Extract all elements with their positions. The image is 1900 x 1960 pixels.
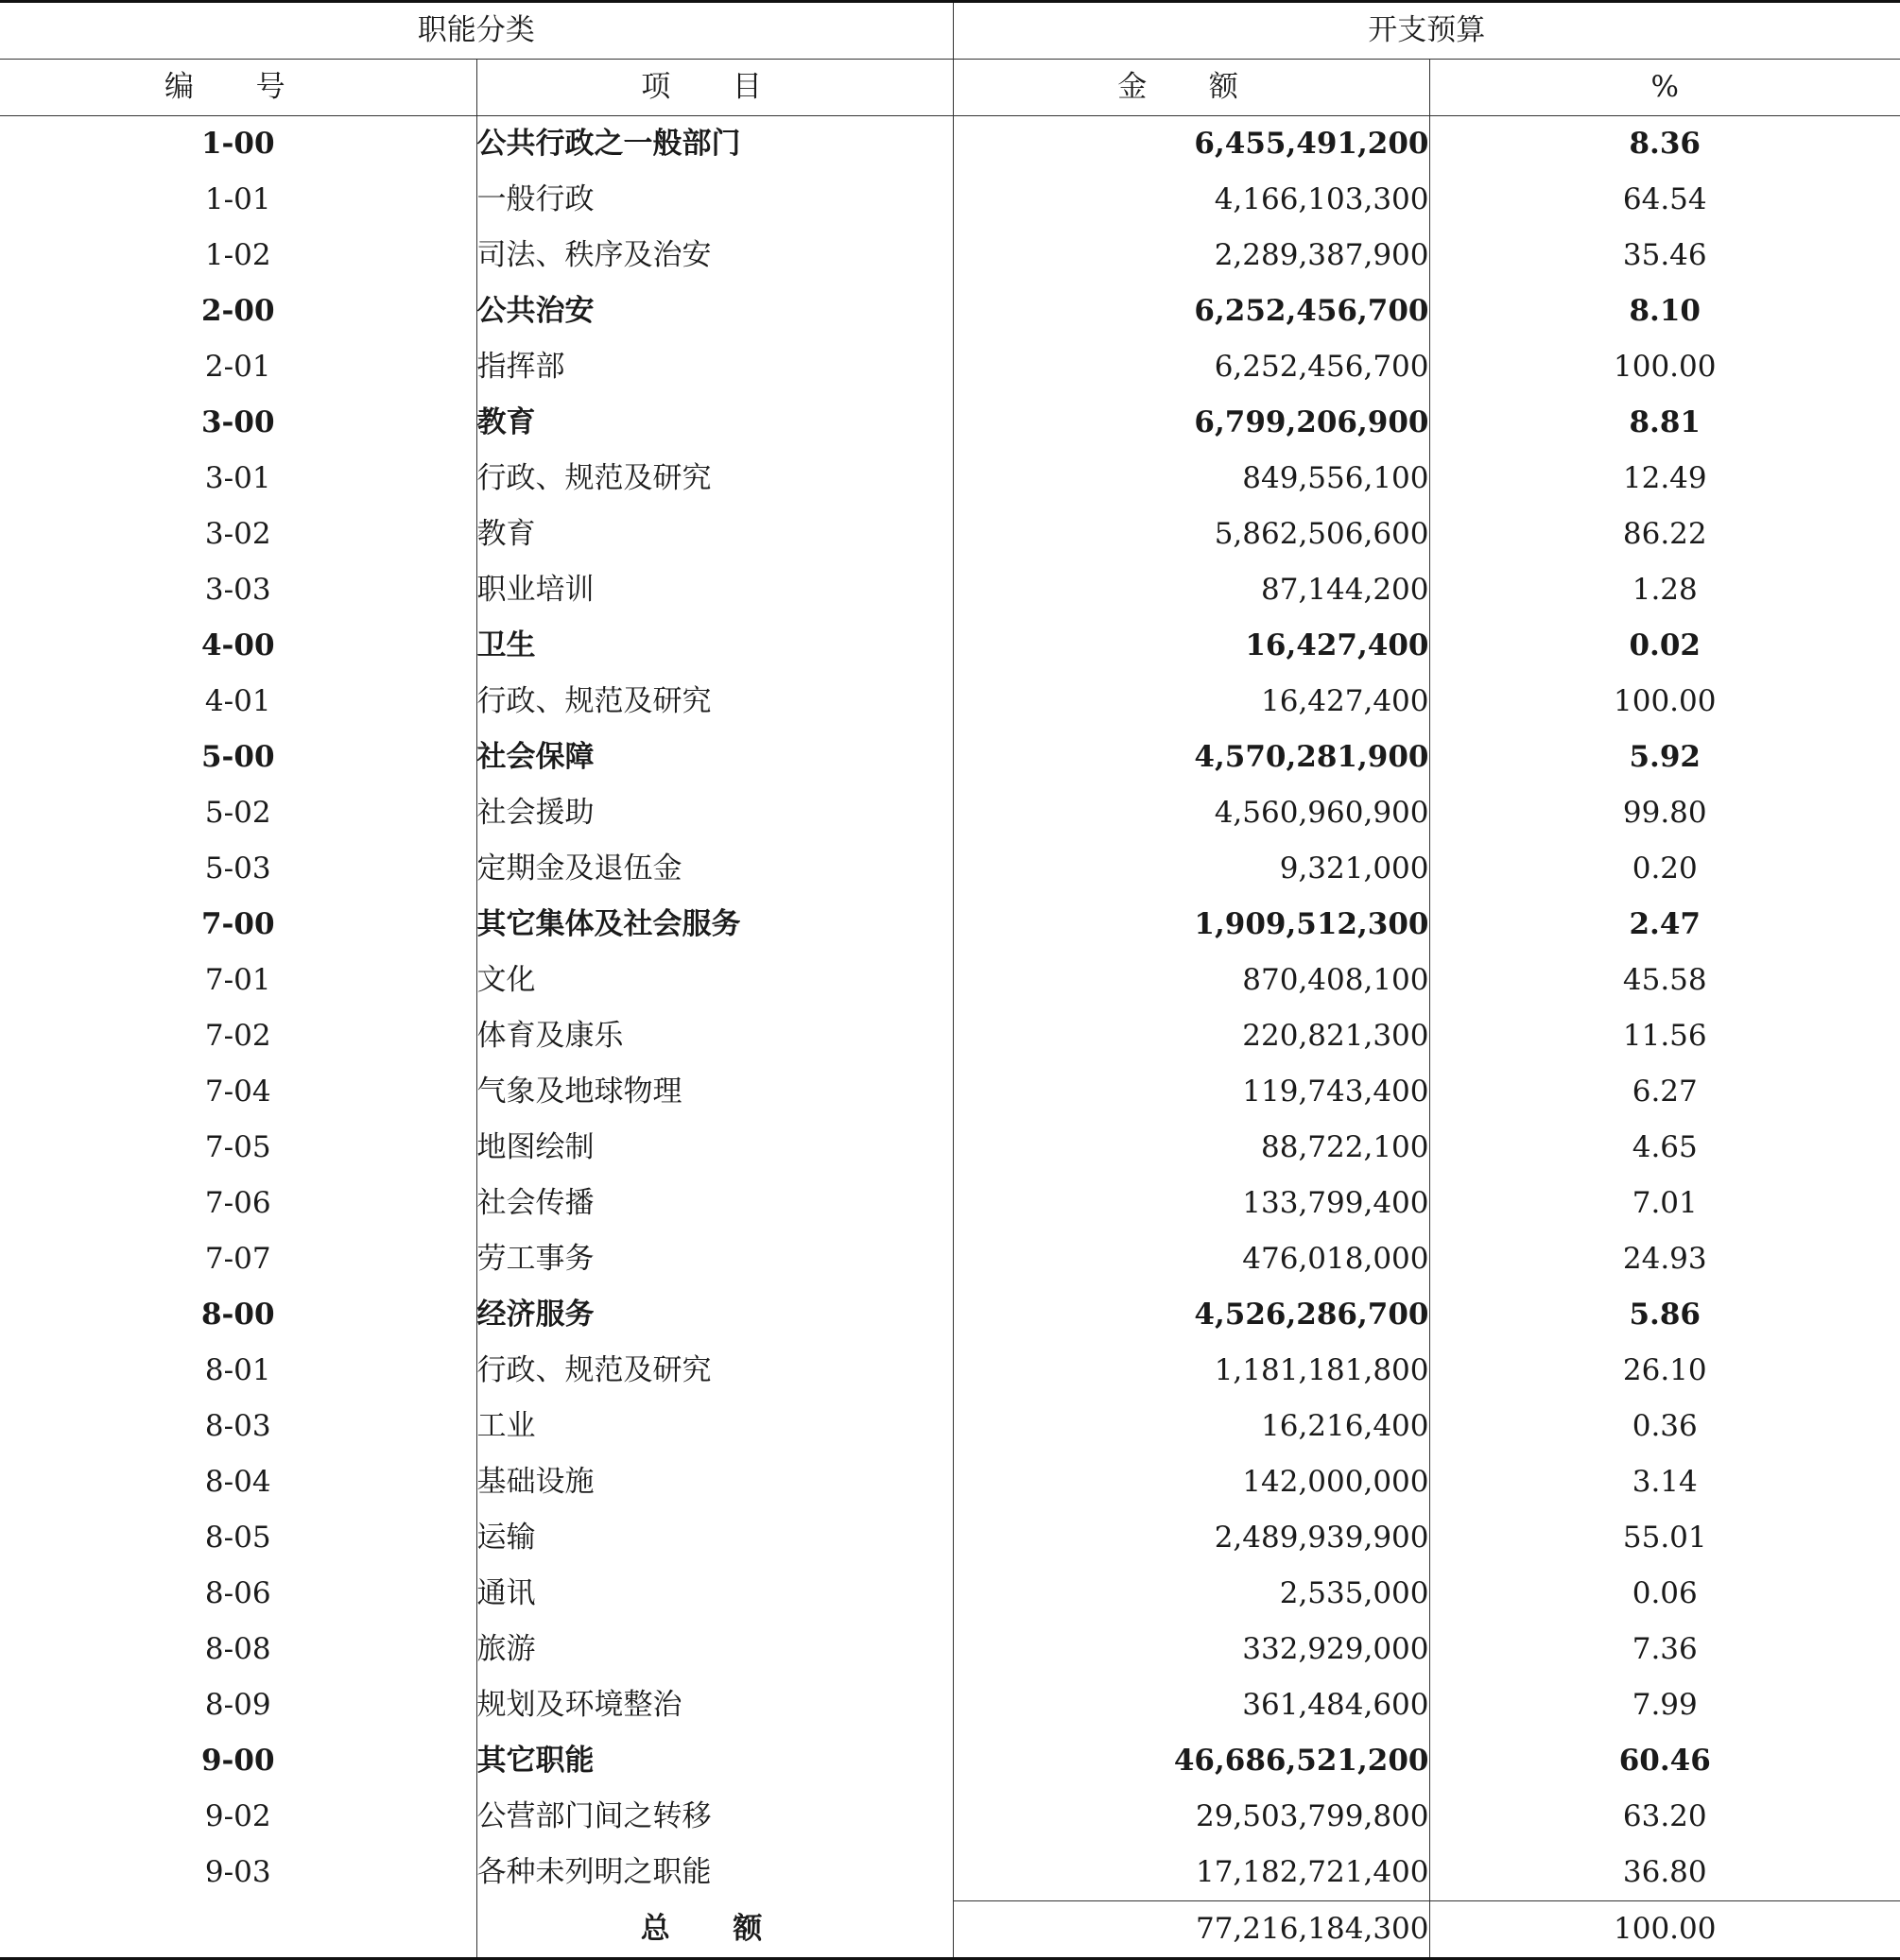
row-percent: 6.27 bbox=[1429, 1064, 1900, 1120]
row-item: 运输 bbox=[476, 1510, 953, 1566]
row-code: 3-01 bbox=[204, 461, 271, 495]
row-item: 地图绘制 bbox=[476, 1120, 953, 1176]
row-code: 4-01 bbox=[204, 684, 271, 718]
row-amount: 142,000,000 bbox=[953, 1454, 1429, 1510]
subitem-row bbox=[0, 507, 1900, 562]
row-percent: 100.00 bbox=[1429, 339, 1900, 395]
row-code: 2-01 bbox=[204, 350, 271, 384]
row-percent: 26.10 bbox=[1429, 1343, 1900, 1399]
row-amount: 17,182,721,400 bbox=[953, 1845, 1429, 1901]
row-item: 规划及环境整治 bbox=[476, 1677, 953, 1733]
row-percent: 86.22 bbox=[1429, 507, 1900, 562]
row-code: 3-00 bbox=[200, 405, 275, 439]
row-item: 指挥部 bbox=[476, 339, 953, 395]
row-code: 8-05 bbox=[204, 1521, 271, 1555]
category-row bbox=[0, 1733, 1900, 1789]
row-amount: 16,427,400 bbox=[953, 674, 1429, 730]
row-item: 卫生 bbox=[476, 618, 953, 674]
row-percent: 0.36 bbox=[1429, 1399, 1900, 1454]
row-item: 经济服务 bbox=[476, 1287, 953, 1343]
row-percent: 12.49 bbox=[1429, 451, 1900, 507]
row-amount: 1,909,512,300 bbox=[953, 897, 1429, 953]
row-amount: 4,560,960,900 bbox=[953, 785, 1429, 841]
row-percent: 4.65 bbox=[1429, 1120, 1900, 1176]
row-code: 5-02 bbox=[204, 796, 271, 830]
row-code: 1-01 bbox=[204, 182, 271, 216]
row-amount: 16,427,400 bbox=[953, 618, 1429, 674]
row-percent: 60.46 bbox=[1429, 1733, 1900, 1789]
row-item: 职业培训 bbox=[476, 562, 953, 618]
row-item: 各种未列明之职能 bbox=[476, 1845, 953, 1901]
subitem-row bbox=[0, 1454, 1900, 1510]
subitem-row bbox=[0, 1789, 1900, 1845]
row-percent: 8.81 bbox=[1429, 395, 1900, 451]
row-amount: 4,526,286,700 bbox=[953, 1287, 1429, 1343]
row-item: 体育及康乐 bbox=[476, 1008, 953, 1064]
row-percent: 36.80 bbox=[1429, 1845, 1900, 1901]
row-percent: 63.20 bbox=[1429, 1789, 1900, 1845]
row-amount: 9,321,000 bbox=[953, 841, 1429, 897]
subitem-row bbox=[0, 1008, 1900, 1064]
total-label: 总 额 bbox=[476, 1901, 953, 1959]
header-expenditure-budget: 开支预算 bbox=[953, 2, 1900, 60]
total-row bbox=[0, 1901, 1900, 1959]
category-row bbox=[0, 1287, 1900, 1343]
subitem-row bbox=[0, 228, 1900, 284]
subitem-row bbox=[0, 1510, 1900, 1566]
category-row bbox=[0, 116, 1900, 173]
subitem-row bbox=[0, 1231, 1900, 1287]
row-code: 7-04 bbox=[204, 1075, 271, 1109]
row-percent: 0.02 bbox=[1429, 618, 1900, 674]
row-percent: 5.92 bbox=[1429, 730, 1900, 785]
row-item: 劳工事务 bbox=[476, 1231, 953, 1287]
row-code: 5-03 bbox=[204, 851, 271, 885]
row-code: 8-09 bbox=[204, 1688, 271, 1722]
row-item: 教育 bbox=[476, 507, 953, 562]
row-percent: 100.00 bbox=[1429, 674, 1900, 730]
row-item: 定期金及退伍金 bbox=[476, 841, 953, 897]
header-amount: 金 额 bbox=[953, 60, 1429, 116]
row-code: 8-00 bbox=[200, 1298, 275, 1332]
header-item: 项 目 bbox=[476, 60, 953, 116]
row-amount: 88,722,100 bbox=[953, 1120, 1429, 1176]
header-group-row bbox=[0, 2, 1900, 60]
row-amount: 361,484,600 bbox=[953, 1677, 1429, 1733]
row-amount: 16,216,400 bbox=[953, 1399, 1429, 1454]
row-percent: 64.54 bbox=[1429, 172, 1900, 228]
row-item: 社会传播 bbox=[476, 1176, 953, 1231]
row-item: 工业 bbox=[476, 1399, 953, 1454]
row-item: 教育 bbox=[476, 395, 953, 451]
row-code: 7-00 bbox=[200, 907, 275, 941]
row-amount: 6,252,456,700 bbox=[953, 284, 1429, 339]
subitem-row bbox=[0, 1120, 1900, 1176]
row-percent: 7.01 bbox=[1429, 1176, 1900, 1231]
header-code: 编 号 bbox=[0, 60, 476, 116]
subitem-row bbox=[0, 674, 1900, 730]
header-column-row bbox=[0, 60, 1900, 116]
row-amount: 2,289,387,900 bbox=[953, 228, 1429, 284]
subitem-row bbox=[0, 1064, 1900, 1120]
row-percent: 0.06 bbox=[1429, 1566, 1900, 1622]
row-amount: 4,570,281,900 bbox=[953, 730, 1429, 785]
total-percent: 100.00 bbox=[1429, 1901, 1900, 1959]
row-amount: 119,743,400 bbox=[953, 1064, 1429, 1120]
row-percent: 0.20 bbox=[1429, 841, 1900, 897]
row-amount: 5,862,506,600 bbox=[953, 507, 1429, 562]
row-percent: 5.86 bbox=[1429, 1287, 1900, 1343]
row-item: 行政、规范及研究 bbox=[476, 674, 953, 730]
row-item: 社会保障 bbox=[476, 730, 953, 785]
subitem-row bbox=[0, 1399, 1900, 1454]
row-code: 9-00 bbox=[200, 1744, 275, 1778]
row-item: 社会援助 bbox=[476, 785, 953, 841]
row-code: 7-02 bbox=[204, 1019, 271, 1053]
row-amount: 2,535,000 bbox=[953, 1566, 1429, 1622]
subitem-row bbox=[0, 953, 1900, 1008]
row-code: 5-00 bbox=[200, 740, 275, 774]
row-item: 公共行政之一般部门 bbox=[476, 116, 953, 173]
row-percent: 2.47 bbox=[1429, 897, 1900, 953]
subitem-row bbox=[0, 841, 1900, 897]
row-amount: 6,252,456,700 bbox=[953, 339, 1429, 395]
row-code: 9-02 bbox=[204, 1799, 271, 1833]
row-code: 7-05 bbox=[204, 1130, 271, 1164]
row-item: 一般行政 bbox=[476, 172, 953, 228]
header-percent: % bbox=[1429, 60, 1900, 116]
row-code: 9-03 bbox=[204, 1855, 271, 1890]
row-code: 7-01 bbox=[204, 963, 271, 997]
subitem-row bbox=[0, 451, 1900, 507]
row-code: 8-04 bbox=[204, 1465, 271, 1499]
category-row bbox=[0, 618, 1900, 674]
table-body bbox=[0, 116, 1900, 1901]
row-amount: 2,489,939,900 bbox=[953, 1510, 1429, 1566]
row-item: 行政、规范及研究 bbox=[476, 1343, 953, 1399]
row-amount: 4,166,103,300 bbox=[953, 172, 1429, 228]
row-percent: 3.14 bbox=[1429, 1454, 1900, 1510]
subitem-row bbox=[0, 1566, 1900, 1622]
category-row bbox=[0, 897, 1900, 953]
subitem-row bbox=[0, 1622, 1900, 1677]
row-amount: 476,018,000 bbox=[953, 1231, 1429, 1287]
row-amount: 849,556,100 bbox=[953, 451, 1429, 507]
row-percent: 11.56 bbox=[1429, 1008, 1900, 1064]
row-percent: 7.99 bbox=[1429, 1677, 1900, 1733]
row-item: 其它职能 bbox=[476, 1733, 953, 1789]
row-percent: 1.28 bbox=[1429, 562, 1900, 618]
row-item: 行政、规范及研究 bbox=[476, 451, 953, 507]
row-percent: 7.36 bbox=[1429, 1622, 1900, 1677]
category-row bbox=[0, 284, 1900, 339]
row-amount: 29,503,799,800 bbox=[953, 1789, 1429, 1845]
row-code: 2-00 bbox=[200, 294, 275, 328]
row-item: 公营部门间之转移 bbox=[476, 1789, 953, 1845]
row-code: 7-06 bbox=[204, 1186, 271, 1220]
subitem-row bbox=[0, 785, 1900, 841]
row-item: 其它集体及社会服务 bbox=[476, 897, 953, 953]
row-code: 8-01 bbox=[204, 1353, 271, 1387]
category-row bbox=[0, 395, 1900, 451]
row-amount: 6,455,491,200 bbox=[953, 116, 1429, 173]
row-item: 文化 bbox=[476, 953, 953, 1008]
row-percent: 55.01 bbox=[1429, 1510, 1900, 1566]
row-amount: 87,144,200 bbox=[953, 562, 1429, 618]
subitem-row bbox=[0, 1677, 1900, 1733]
row-amount: 6,799,206,900 bbox=[953, 395, 1429, 451]
row-item: 公共治安 bbox=[476, 284, 953, 339]
row-item: 旅游 bbox=[476, 1622, 953, 1677]
row-code: 8-03 bbox=[204, 1409, 271, 1443]
row-amount: 332,929,000 bbox=[953, 1622, 1429, 1677]
header-function-classification: 职能分类 bbox=[0, 2, 953, 60]
row-item: 司法、秩序及治安 bbox=[476, 228, 953, 284]
category-row bbox=[0, 730, 1900, 785]
row-amount: 220,821,300 bbox=[953, 1008, 1429, 1064]
row-item: 气象及地球物理 bbox=[476, 1064, 953, 1120]
row-code: 8-06 bbox=[204, 1576, 271, 1610]
row-amount: 133,799,400 bbox=[953, 1176, 1429, 1231]
row-amount: 870,408,100 bbox=[953, 953, 1429, 1008]
subitem-row bbox=[0, 172, 1900, 228]
total-amount: 77,216,184,300 bbox=[953, 1901, 1429, 1959]
row-code: 7-07 bbox=[204, 1242, 271, 1276]
row-code: 3-03 bbox=[204, 573, 271, 607]
row-percent: 45.58 bbox=[1429, 953, 1900, 1008]
subitem-row bbox=[0, 1845, 1900, 1901]
total-code-cell bbox=[0, 1901, 476, 1959]
subitem-row bbox=[0, 1343, 1900, 1399]
row-code: 1-00 bbox=[200, 127, 275, 161]
row-code: 3-02 bbox=[204, 517, 271, 551]
row-percent: 8.10 bbox=[1429, 284, 1900, 339]
row-code: 1-02 bbox=[204, 238, 271, 272]
subitem-row bbox=[0, 562, 1900, 618]
row-percent: 8.36 bbox=[1429, 116, 1900, 173]
row-item: 基础设施 bbox=[476, 1454, 953, 1510]
row-item: 通讯 bbox=[476, 1566, 953, 1622]
row-percent: 99.80 bbox=[1429, 785, 1900, 841]
row-amount: 46,686,521,200 bbox=[953, 1733, 1429, 1789]
row-percent: 24.93 bbox=[1429, 1231, 1900, 1287]
subitem-row bbox=[0, 339, 1900, 395]
row-amount: 1,181,181,800 bbox=[953, 1343, 1429, 1399]
row-code: 4-00 bbox=[200, 628, 275, 662]
subitem-row bbox=[0, 1176, 1900, 1231]
row-code: 8-08 bbox=[204, 1632, 271, 1666]
row-percent: 35.46 bbox=[1429, 228, 1900, 284]
